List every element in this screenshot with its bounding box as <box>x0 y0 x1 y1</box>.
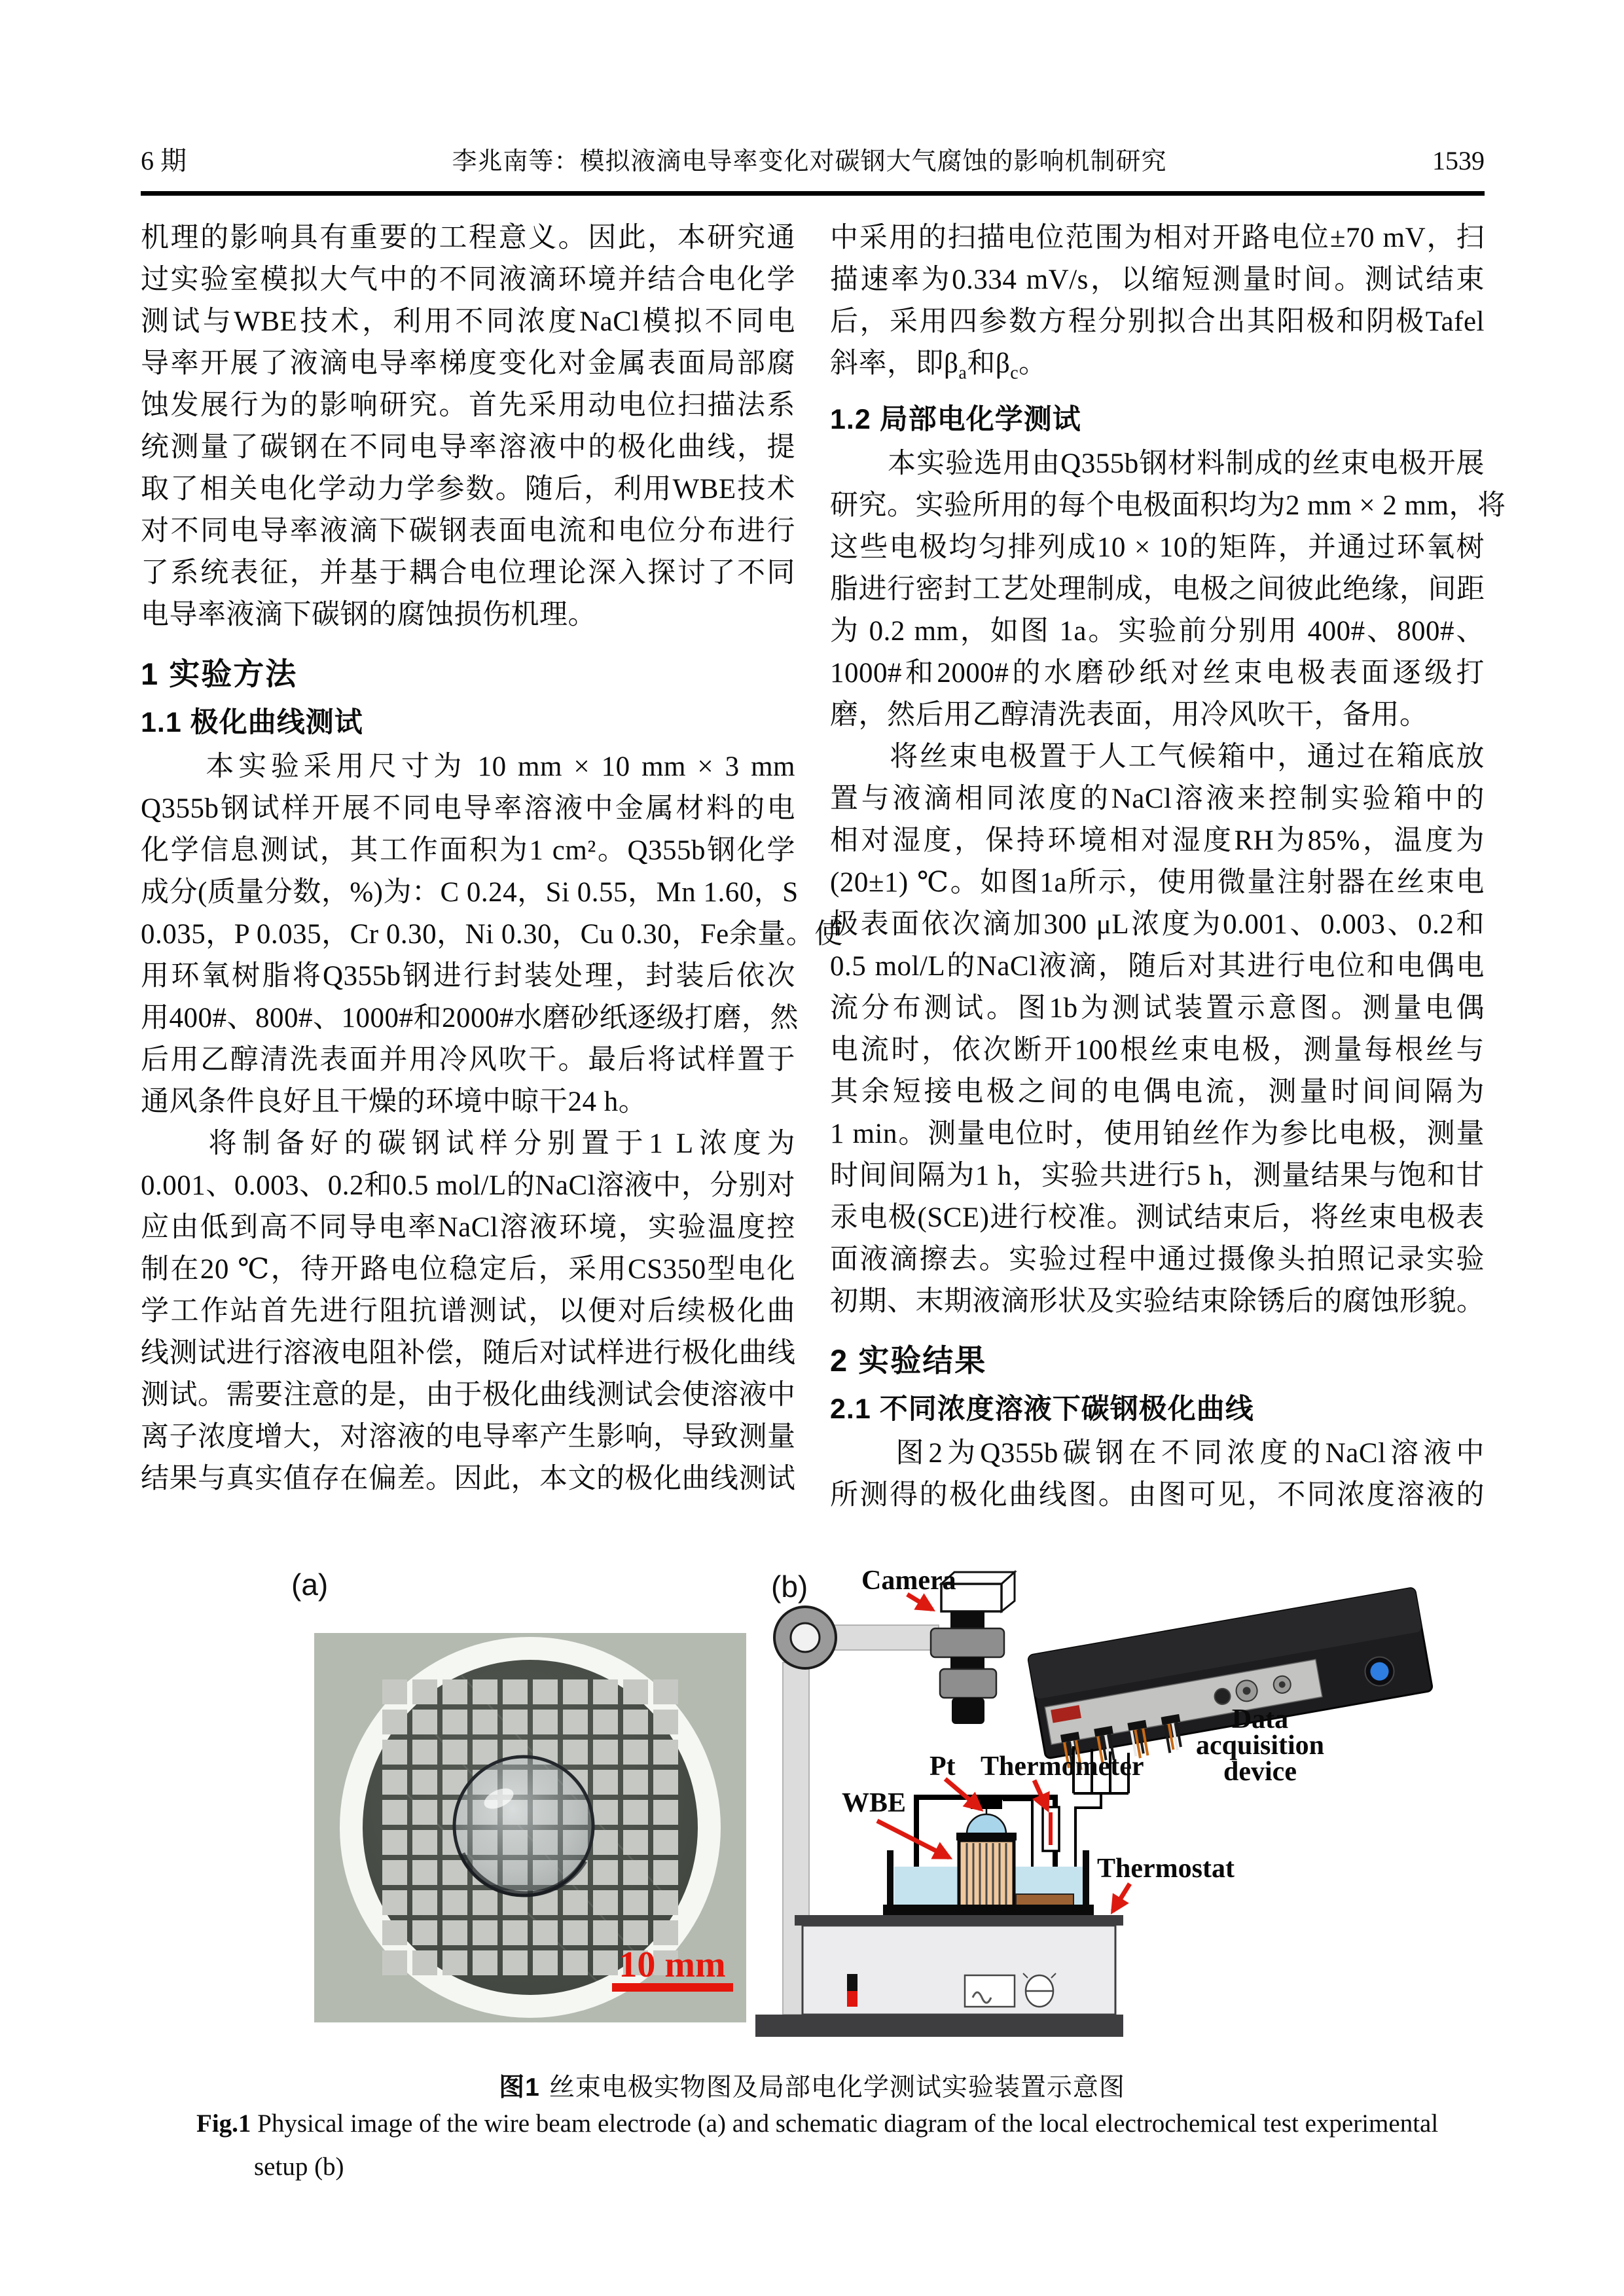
text-line: 化学信息测试，其工作面积为1 cm²。Q355b钢化学 <box>141 835 795 866</box>
text-line: 制在20 ℃，待开路电位稳定后，采用CS350型电化 <box>141 1254 795 1285</box>
figure-caption-en-prefix: Fig.1 <box>196 2109 251 2138</box>
text-line: 0.5 mol/L的NaCl液滴，随后对其进行电位和电偶电 <box>830 950 1485 982</box>
text-line: 机理的影响具有重要的工程意义。因此，本研究通 <box>141 223 795 253</box>
text-line: 成分(质量分数，%)为：C 0.24，Si 0.55，Mn 1.60，S <box>141 877 799 908</box>
text-line: (20±1) ℃。如图1a所示，使用微量注射器在丝束电 <box>830 867 1485 898</box>
subfigure-a-label: (a) <box>291 1568 329 1602</box>
text-line: 面液滴擦去。实验过程中通过摄像头拍照记录实验 <box>830 1244 1485 1275</box>
paragraph-continued <box>141 217 795 636</box>
text-line: 极表面依次滴加300 μL浓度为0.001、0.003、0.2和 <box>830 908 1485 940</box>
text-line: 导率开展了液滴电导率梯度变化对金属表面局部腐 <box>141 348 795 379</box>
text-line: 线测试进行溶液电阻补偿，随后对试样进行极化曲线 <box>141 1338 796 1369</box>
subsection-heading-curves: 2.1 不同浓度溶液下碳钢极化曲线 <box>830 1393 1254 1425</box>
figure-caption-cn-prefix: 图1 <box>499 2073 540 2102</box>
text-line: 相对湿度，保持环境相对湿度RH为85%，温度为 <box>830 825 1485 856</box>
text-line: 将制备好的碳钢试样分别置于1 L浓度为 <box>141 1128 795 1159</box>
text-line: 后用乙醇清洗表面并用冷风吹干。最后将试样置于 <box>141 1045 795 1075</box>
subsection-heading-polarization: 1.1 极化曲线测试 <box>141 707 363 738</box>
text-line: 测试。需要注意的是，由于极化曲线测试会使溶液中 <box>141 1380 796 1410</box>
camera-arrow <box>907 1594 932 1609</box>
daq-label-line2: acquisition <box>1195 1731 1325 1761</box>
page-header <box>141 140 1485 178</box>
thermometer-icon <box>1043 1807 1059 1851</box>
text-line: 结果与真实值存在偏差。因此，本文的极化曲线测试 <box>141 1463 796 1494</box>
text-line: 其余短接电极之间的电偶电流，测量时间间隔为 <box>830 1076 1485 1107</box>
text-line: 为 0.2 mm，如图 1a。实验前分别用 400#、800#、 <box>830 615 1485 647</box>
text-line: 磨，然后用乙醇清洗表面，用冷风吹干，备用。 <box>830 699 1428 730</box>
thermostat-unit <box>755 1915 1123 2037</box>
text-line: 描速率为0.334 mV/s，以缩短测量时间。测试结束 <box>830 264 1485 295</box>
page-number: 1539 <box>1432 146 1485 175</box>
text-line: 电流时，依次断开100根丝束电极，测量每根丝与 <box>830 1034 1485 1066</box>
pt-label: Pt <box>929 1751 956 1782</box>
figure-caption-en-line2: setup (b) <box>254 2153 344 2181</box>
text-line: 应由低到高不同导电率NaCl溶液环境，实验温度控 <box>141 1212 795 1243</box>
text-line: 取了相关电化学动力学参数。随后，利用WBE技术 <box>141 474 795 505</box>
pt-arrow <box>945 1779 981 1809</box>
figure-1 <box>249 1558 1506 2055</box>
beta-text2: 和β <box>967 348 1011 379</box>
text-line: 学工作站首先进行阻抗谱测试，以便对后续极化曲 <box>141 1296 795 1327</box>
text-line: 用环氧树脂将Q355b钢进行封装处理，封装后依次 <box>141 961 795 992</box>
droplet <box>454 1757 593 1895</box>
beta-text: 斜率，即β <box>830 348 959 379</box>
thermostat-arrow <box>1113 1884 1130 1911</box>
text-line: 所测得的极化曲线图。由图可见，不同浓度溶液的 <box>830 1479 1485 1511</box>
paragraph-fig2 <box>830 1433 1485 1516</box>
text-line: 测试与WBE技术，利用不同浓度NaCl模拟不同电 <box>141 306 795 337</box>
left-column <box>141 217 843 1500</box>
daq-label-line1: Data <box>1231 1704 1289 1734</box>
issue-number: 6 期 <box>141 146 187 175</box>
text-line: 蚀发展行为的影响研究。首先采用动电位扫描法系 <box>141 390 795 421</box>
text-line: 图2为Q355b碳钢在不同浓度的NaCl溶液中 <box>830 1437 1485 1469</box>
section-heading-results: 2 实验结果 <box>830 1342 987 1378</box>
paragraph-scan <box>830 217 1485 343</box>
text-line: 流分布测试。图1b为测试装置示意图。测量电偶 <box>830 992 1485 1024</box>
figure-caption-cn <box>0 2067 1624 2104</box>
text-line: 离子浓度增大，对溶液的电导率产生影响，导致测量 <box>141 1422 796 1452</box>
text-line: 1 min。测量电位时，使用铂丝作为参比电极，测量 <box>830 1118 1485 1149</box>
figure-caption-en-text: Physical image of the wire beam electrode (a) and schematic diagram of the local electrochemical test experimental <box>251 2109 1439 2138</box>
running-title: 李兆南等：模拟液滴电导率变化对碳钢大气腐蚀的影响机制研究 <box>452 148 1167 175</box>
subfigure-b-schematic <box>755 1566 1435 2037</box>
text-line: 0.035，P 0.035，Cr 0.30，Ni 0.30，Cu 0.30，Fe余量。使 <box>141 919 843 950</box>
text-line: 初期、末期液滴形状及实验结束除锈后的腐蚀形貌。 <box>830 1285 1485 1317</box>
text-line: 了系统表征，并基于耦合电位理论深入探讨了不同 <box>141 558 795 588</box>
power-indicator <box>847 1974 857 1991</box>
subfigure-b-label: (b) <box>771 1570 808 1604</box>
paragraph-chamber <box>830 736 1485 1323</box>
wbe-label: WBE <box>842 1788 907 1818</box>
text-line: 脂进行密封工艺处理制成，电极之间彼此绝缘，间距 <box>830 573 1485 605</box>
wbe-electrode <box>956 1814 1017 1909</box>
text-line: 本实验采用尺寸为 10 mm × 10 mm × 3 mm <box>141 751 795 782</box>
scale-bar-label: 10 mm <box>619 1945 726 1985</box>
text-line: 研究。实验所用的每个电极面积均为2 mm × 2 mm，将 <box>830 490 1506 521</box>
text-line-beta <box>830 343 1485 395</box>
header-rule <box>141 191 1485 196</box>
text-line: Q355b钢试样开展不同电导率溶液中金属材料的电 <box>141 793 795 824</box>
droplet-on-wbe <box>967 1814 1006 1834</box>
thermostat-display[interactable] <box>965 1975 1015 2007</box>
beta-text3: 。 <box>1019 348 1047 379</box>
paragraph-specimen <box>141 746 843 1123</box>
text-line: 本实验选用由Q355b钢材料制成的丝束电极开展 <box>830 448 1485 479</box>
subsection-heading-local-test: 1.2 局部电化学测试 <box>830 403 1081 435</box>
paragraph-wbe <box>830 443 1506 736</box>
thermometer-label: Thermometer <box>981 1751 1144 1782</box>
beta-sub-a: a <box>958 363 967 384</box>
text-line: 统测量了碳钢在不同电导率溶液中的极化曲线，提 <box>141 432 795 463</box>
camera-label: Camera <box>861 1566 956 1596</box>
beta-sub-c: c <box>1010 363 1019 384</box>
text-line: 1000#和2000#的水磨砂纸对丝束电极表面逐级打 <box>830 657 1485 689</box>
heater-bar <box>1016 1894 1074 1905</box>
paragraph-solutions <box>141 1123 795 1500</box>
text-line: 0.001、0.003、0.2和0.5 mol/L的NaCl溶液中，分别对 <box>141 1170 795 1201</box>
figure-caption-en <box>196 2109 1496 2138</box>
text-line: 这些电极均匀排列成10 × 10的矩阵，并通过环氧树 <box>830 531 1485 563</box>
text-line: 用400#、800#、1000#和2000#水磨砂纸逐级打磨，然 <box>141 1003 799 1033</box>
text-line: 汞电极(SCE)进行校准。测试结束后，将丝束电极表 <box>830 1202 1485 1233</box>
figure-caption-cn-text: 丝束电极实物图及局部电化学测试实验装置示意图 <box>549 2073 1125 2102</box>
text-line: 电导率液滴下碳钢的腐蚀损伤机理。 <box>141 600 596 630</box>
text-line: 对不同电导率液滴下碳钢表面电流和电位分布进行 <box>141 516 795 547</box>
text-line: 过实验室模拟大气中的不同液滴环境并结合电化学 <box>141 264 795 295</box>
subfigure-a-photo <box>291 1568 746 2022</box>
thermostat-label: Thermostat <box>1097 1854 1235 1884</box>
section-heading-methods: 1 实验方法 <box>141 656 298 691</box>
text-line: 时间间隔为1 h，实验共进行5 h，测量结果与饱和甘 <box>830 1160 1485 1191</box>
right-column <box>830 217 1506 1516</box>
text-line: 将丝束电极置于人工气候箱中，通过在箱底放 <box>830 741 1485 772</box>
text-line: 通风条件良好且干燥的环境中晾干24 h。 <box>141 1086 647 1117</box>
daq-label-line3: device <box>1223 1757 1297 1787</box>
text-line: 后，采用四参数方程分别拟合出其阳极和阴极Tafel <box>830 306 1485 337</box>
text-line: 置与液滴相同浓度的NaCl溶液来控制实验箱中的 <box>830 783 1485 814</box>
text-line: 中采用的扫描电位范围为相对开路电位±70 mV，扫 <box>830 223 1485 253</box>
